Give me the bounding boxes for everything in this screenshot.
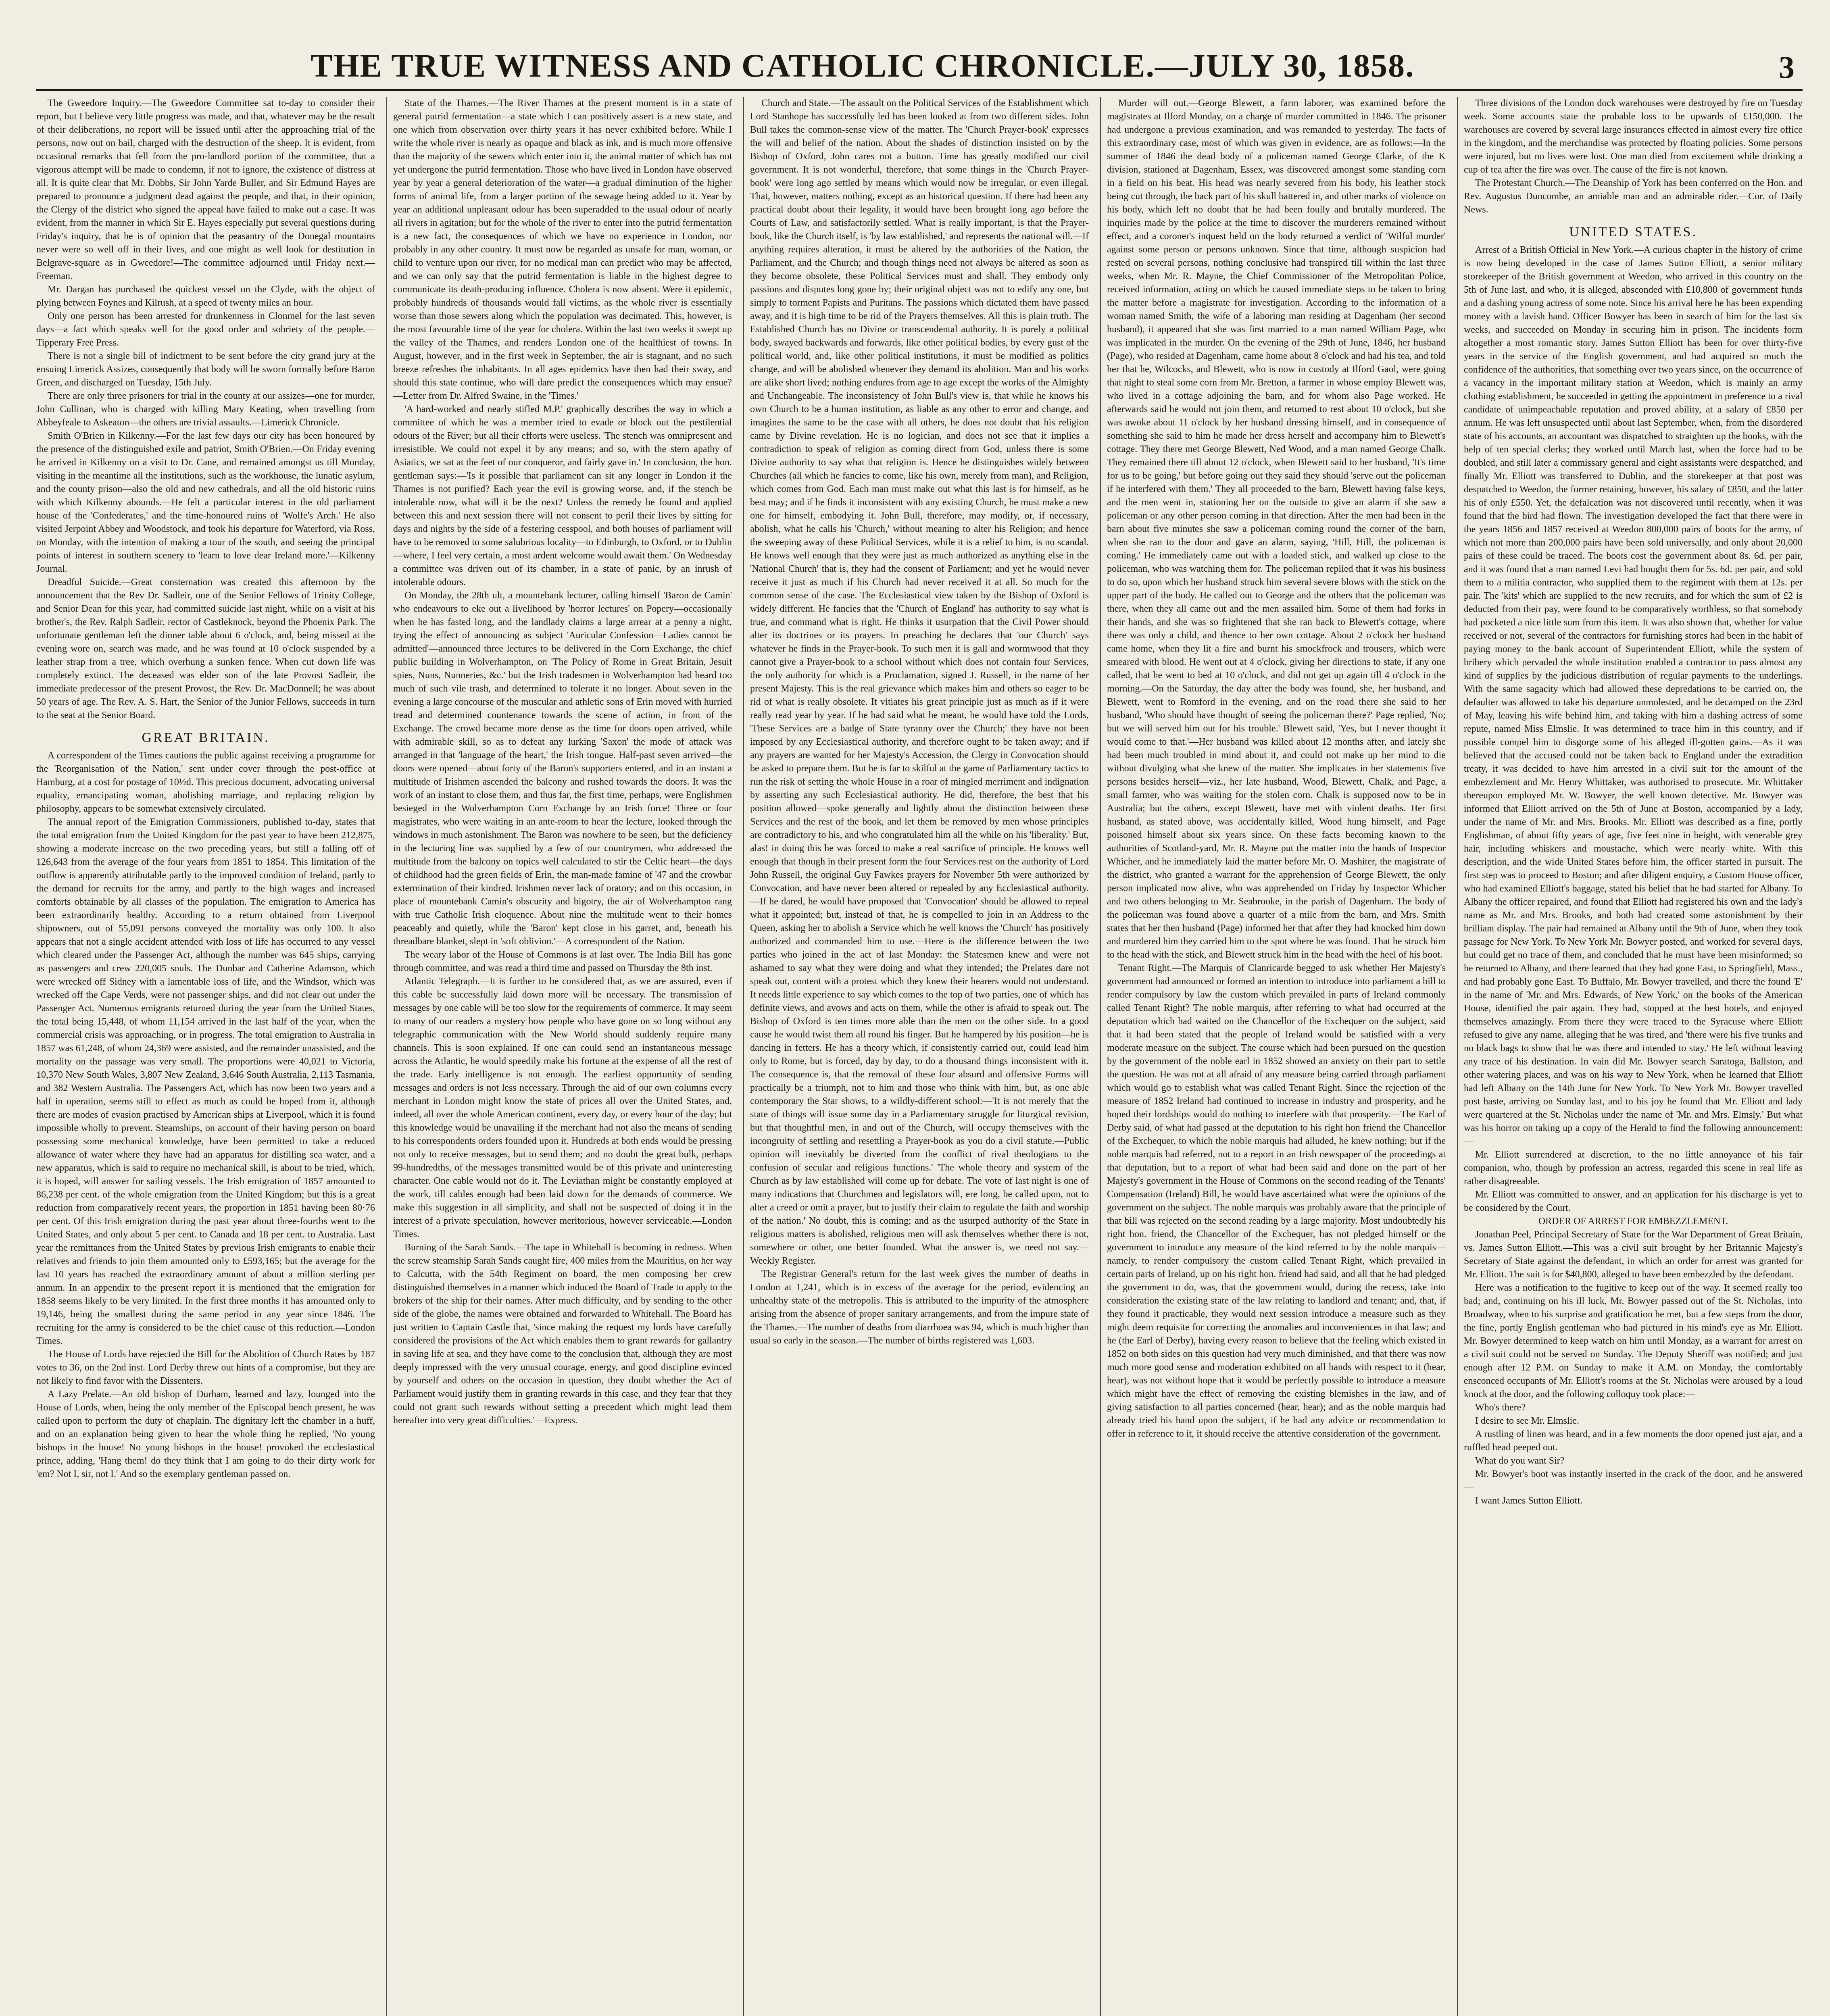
column-1 [36, 97, 375, 2016]
column-4 [1107, 97, 1446, 2016]
article-paragraph: Mr. Elliott surrendered at discretion, to the no little annoyance of his fair companion, who, though by profession an actress, regarded this scene in real life as rather disagreeable. [1464, 1150, 1803, 1187]
article-paragraph: There are only three prisoners for trial in the county at our assizes—one for murder, John Cullinan, who is charged with killing Mary Keating, when travelling from Abbeyfeale to Askeaton—the others are trivial assaults.—Limerick Chronicle. [36, 391, 375, 428]
column-rule [386, 97, 387, 2016]
article-paragraph: Atlantic Telegraph.—It is further to be considered that, as we are assured, even if this cable be successfully laid down more will be necessary. The transmission of messages by one cable will be too slow for the requirements of commerce. It may seem to many of our readers a mystery how people who have gone on so long without any telegraphic communication with the New World should suddenly require many channels. This is soon explained. If one can could send an instantaneous message across the Atlantic, he would speedily make his fortune at the expense of all the rest of the trade. Early intelligence is not enough. The earliest opportunity of sending messages and orders is not less necessary. Through the aid of our own columns every merchant in London might know the state of prices all over the United States, and, indeed, all over the whole American continent, every day, or every hour of the day; but this knowledge would be unavailing if the merchant had not also the means of sending to his correspondents orders founded upon it. Hundreds at both ends would be pressing not only to receive messages, but to send them; and no doubt the great bulk, perhaps 99-hundredths, of the messages transmitted would be of this private and uninteresting character. One cable would not do it. The Leviathan might be constantly employed at the work, till cables enough had been laid down for the demands of commerce. We make this suggestion in all simplicity, and shall not be suspected of doing it in the interest of a private speculation, however meritorious, however serviceable.—London Times. [393, 976, 732, 1239]
column-rule [743, 97, 744, 2016]
article-paragraph: Arrest of a British Official in New York.—A curious chapter in the history of crime is now being developed in the case of James Sutton Elliott, a senior military storekeeper of the British government at Weedon, who arrived in this country on the 5th of June last, and who, it is alleged, absconded with £10,800 of government funds and a dashing young actress of some note. Since his arrival here he has been expending money with a lavish hand. Officer Bowyer has been in search of him for the last six weeks, and succeeded on Monday in securing him in prison. The incidents form altogether a most romantic story. James Sutton Elliott has been for over thirty-five years in the service of the English government, and had acquired so much the confidence of the authorities, that something over two years since, on the occurrence of a vacancy in the important military station at Weedon, which is mainly an army clothing establishment, he succeeded in getting the appointment in preference to a rival candidate of unimpeachable reputation and proved ability, at a salary of £850 per annum. He was left unsuspected until about last September, when, from the disordered state of his accounts, an accountant was dispatched to straighten up the books, with the help of ten special clerks; they worked until March last, when the force had to be doubled, and still later a commissary general and eight assistants were despatched, and finally Mr. Elliott was transferred to Dublin, and the storekeeper at that post was despatched to Weedon, the former retaining, however, his salary of £850, and the latter his of only £550. Yet, the defalcation was not discovered until recently, when it was found that the bird had flown. The investigation developed the fact that there were in the years 1856 and 1857 received at Weedon 800,000 pairs of boots for the army, of which not more than 200,000 pairs have been sold universally, and only about 20,000 pairs of these could be traced. The boots cost the government about 8s. 6d. per pair, and it was found that a man named Levi had bought them for 5s. 6d. per pair, and sold them to a militia contractor, who supplied them to the regiment with them at 12s. per pair. The 'kits' which are supplied to the new recruits, and for which the sum of £2 is deducted from their pay, were found to be comparatively worthless, so that somebody had pocketed a nice little sum from this item. It was also shown that, whether for value received or not, several of the contractors for furnishing stores had been in the habit of paying money to the bank account of Superintendent Elliott, while the system of bribery which pervaded the whole institution enabled a contractor to pass almost any kind of supplies by the judicious distribution of regular payments to the underlings. With the same sagacity which had allowed these depredations to be carried on, the defaulter was allowed to take his departure unmolested, and he decamped on the 23rd of May, leaving his wife behind him, and taking with him a dashing actress of some repute, named Miss Elmslie. It was determined to trace him in this country, and if possible compel him to disgorge some of his alleged ill-gotten gains.—As it was believed that the accused could not be taken back to England under the extradition treaty, it was decided to have him arrested in a civil suit for the amount of the embezzlement and Mr. Henry Whittaker, was authorised to prosecute. Mr. Whittaker thereupon employed Mr. W. Bowyer, the well known detective. Mr. Bowyer was informed that Elliott arrived on the 5th of June at Boston, accompanied by a lady, under the name of Mr. and Mrs. Brooks. Mr. Elliott was described as a fine, portly Englishman, of about fifty years of age, five feet nine in height, with venerable grey hair, including whiskers and moustache, which were nearly white. With this description, and the wide United States before him, the officer started in pursuit. The first step was to proceed to Boston; and after diligent enquiry, a Custom House officer, who had examined Elliott's baggage, stated his belief that he had started for Albany. To Albany the officer repaired, and found that Elliott had registered his own and the lady's name as Mr. and Mrs. Brooks, and both had created some astonishment by their brilliant display. The pair had remained at Albany until the 9th of June, when they took passage for New York. To New York Mr. Bowyer posted, and worked for several days, but could get no trace of them, and concluded that he must have been misinformed; so he returned to Albany, and there learned that they had gone East, to Springfield, Mass., and had probably gone East. To Buffalo, Mr. Bowyer travelled, and there the found 'E' in the name of 'Mr. and Mrs. Edwards, of New York,' on the books of the American House, identified the pair again. They had, stopped at the best hotels, and enjoyed themselves amazingly. From there they were traced to the Syracuse where Elliott refused to give any name, alleging that he was tired, and 'there were his five trunks and no black bags to show that he was there and intended to stay.' He left without leaving any trace of his destination. In vain did Mr. Bowyer search Saratoga, Ballston, and other watering places, and was on his way to New York, when he learned that Elliott had left Albany on the 14th June for New York. To New York Mr. Bowyer travelled post haste, arriving on Sunday last, and to his joy he found that Mr. Elliott and lady were quartered at the St. Nicholas under the name of 'Mr. and Mrs. Elmsly.' But what was his horror on taking up a copy of the Herald to find the following announcement:— [1464, 245, 1803, 1147]
article-paragraph: Who's there? [1475, 1402, 1526, 1413]
article-paragraph: A rustling of linen was heard, and in a few moments the door opened just ajar, and a ruffled head peeped out. [1464, 1429, 1803, 1453]
article-paragraph: Mr. Dargan has purchased the quickest vessel on the Clyde, with the object of plying between Foynes and Kilrush, at a speed of twenty miles an hour. [36, 284, 375, 308]
article-paragraph: Dreadful Suicide.—Great consternation was created this afternoon by the announcement that the Rev Dr. Sadleir, one of the Senior Fellows of Trinity College, and Senior Dean for this year, had committed suicide last night, while on a visit at his brother's, the Rev. Ralph Sadleir, rector of Castleknock, beyond the Phoenix Park. The unfortunate gentleman left the dinner table about 6 o'clock, and, being missed at the evening wore on, search was made, and he was found at 10 o'clock suspended by a leather strap from a tree, which overhung a sunken fence. When cut down life was completely extinct. The deceased was elder son of the late Provost Sadleir, the immediate predecessor of the present Provost, the Rev. Dr. MacDonnell; he was about 50 years of age. The Rev. A. S. Hart, the Senior of the Junior Fellows, succeeds in turn to the seat at the Senior Board. [36, 577, 375, 721]
article-paragraph: I want James Sutton Elliott. [1475, 1495, 1582, 1506]
page-number: 3 [1779, 50, 1795, 85]
subheading: ORDER OF ARREST FOR EMBEZZLEMENT. [1538, 1216, 1728, 1227]
article-paragraph: A correspondent of the Times cautions the public against receiving a programme for the 'Reorganisation of the Nation,' sent under cover through the post-office at Hamburg, at a cost for postage of 10½d. This precious document, advocating universal equality, emancipating woman, abolishing marriage, and replacing religion by philosophy, appears to be somewhat extensively circulated. [36, 750, 375, 814]
article-paragraph: The Gweedore Inquiry.—The Gweedore Committee sat to-day to consider their report, but I believe very little progress was made, and that, whatever may be the result of their deliberations, no report will be issued until after the approaching trial of the persons, now out on bail, charged with the destruction of the sheep. It is evident, from occasional remarks that fell from the pro-landlord portion of the committee, that a vigorous attempt will be made to condemn, if not to ignore, the existence of distress at all. It is quite clear that Mr. Dobbs, Sir John Yarde Buller, and Sir Edmund Hayes are prepared to pronounce a judgment dead against the people, and that, in their opinion, the Clergy of the district who signed the appeal have failed to make out a case. It was evident, from the manner in which Sir E. Hayes especially put several questions during Friday's inquiry, that he is of opinion that the peasantry of the Donegal mountains never were so well off in their lives, and one might as well look for destitution in Belgrave-square as in Gweedore!—The committee adjourned until Friday next.—Freeman. [36, 98, 375, 281]
article-paragraph: Jonathan Peel, Principal Secretary of State for the War Department of Great Britain, vs. James Sutton Elliott.—This was a civil suit brought by her Britannic Majesty's Secretary of State against the defendant, in which an order for arrest was granted for Mr. Elliott. The suit is for $40,800, alleged to have been embezzled by the defendant. [1464, 1229, 1803, 1280]
article-paragraph: A Lazy Prelate.—An old bishop of Durham, learned and lazy, lounged into the House of Lords, when, being the only member of the Episcopal bench present, he was called upon to perform the duty of chaplain. The dignitary left the chamber in a huff, and on an explanation being given to hear the whole thing he replied, 'No young bishops in the house! No young bishops in the house! provoked the ecclesiastical prince, adding, 'Hang them! do they think that I am going to do their dirty work for 'em? Not I, sir, not I.' And so the exemplary gentleman passed on. [36, 1389, 375, 1479]
newspaper-title: THE TRUE WITNESS AND CATHOLIC CHRONICLE.—JULY 30, 1858. [311, 47, 1415, 84]
article-paragraph: Church and State.—The assault on the Political Services of the Establishment which Lord Stanhope has successfully led has been looked at from two different sides. John Bull takes the common-sense view of the matter. The 'Church Prayer-book' expresses the will and belief of the nation. About the shades of distinction insisted on by the Bishop of Oxford, John cares not a button. Time has greatly modified our civil government. It is not wonderful, therefore, that some things in the 'Church Prayer-book' were long ago settled by means which would now be irregular, or even illegal. That, however, matters nothing, except as an historical question. If there had been any practical doubt about their legality, it would have been brought long ago before the Courts of Law, and satisfactorily settled. What is really important, is that the Prayer-book, like the Church itself, is 'by law established,' and represents the national will.—If anything requires alteration, it must be altered by the authorities of the Nation, the Parliament, and the Church; and though things need not always be altered as soon as they become obsolete, these Political Services must and shall. They embody only passions and disputes long gone by; their original object was not to edify any one, but simply to torment Papists and Puritans. The passions which dictated them have passed away, and it is high time to be rid of the Prayers themselves. All this is plain truth. The Established Church has no Divine or transcendental authority. It is purely a political body, swayed backwards and forwards, like other political bodies, by every gust of the political world, and, like other political institutions, it must be modified as politics change, and will be abolished whenever they demand its abolition. Man and his works are alike short lived; nothing endures from age to age except the works of the Almighty and Unchangeable. The inconsistency of John Bull's view is, that while he knows his own Church to be a human institution, as liable as any other to error and change, and imagines the same to be the case with all others, he does not doubt that his religion came by Divine revelation. He is no logician, and does not see that it implies a contradiction to speak of religion as coming direct from God, unless there is some Divine authority to say what that religion is. Hence he distinguishes widely between Churches (all which he fancies to come, like his own, merely from man), and Religion, which comes from God. Each man must make out what this last is for himself, as he best may; and if he finds it inconsistent with any existing Church, he must make a new one for himself, embodying it. John Bull, therefore, may modify, or, if necessary, abolish, what he calls his 'Church,' without meaning to alter his Religion; and hence the sweeping away of these Political Services, while it is a relief to him, is no scandal. He knows well enough that they were just as much authorized as anything else in the 'National Church' that is, they had the consent of Parliament; and yet he would never receive it just as much if his Church had never received it at all. So much for the common sense of the case. The Ecclesiastical view taken by the Bishop of Oxford is widely different. He fancies that the 'Church of England' has authority to say what is true, and command what is right. He thinks it usurpation that the Civil Power should alter its doctrines or its prayers. In preaching he declares that 'our Church' says whatever he finds in the Prayer-book. To such men it is gall and wormwood that they cannot give a Prayer-book to a school without which does not contain four Services, the only authority for which is a Proclamation, signed J. Russell, in the name of her present Majesty. This is the real grievance which makes him and others so eager to be rid of what is really obsolete. It vitiates his great principle just as much as if it were really read year by year. If he had said what he meant, he would have told the Lords, 'These Services are a badge of State tyranny over the Church;' they have not been imposed by any Ecclesiastical authority, and therefore ought to be taken away; and if any prayers are wanted for her Majesty's Accession, the Clergy in Convocation should be asked to prepare them. But he is far to skilful at the game of Parliamentary tactics to run the risk of setting the whole House in a roar of mingled merriment and indignation by asserting any such Ecclesiastical authority. He did, therefore, the best that his position allowed—spoke generally and lightly about the distinction between these Services and the rest of the book, and let them be removed by men whose principles are contradictory to his, and who congratulated him all the while on his 'liberality.' But, alas! in doing this he was forced to make a real sacrifice of principle. He knows well enough that though in their present form the four Services rest on the authority of Lord John Russell, the original Guy Fawkes prayers for November 5th were authorized by Convocation, and have never been altered or repealed by any Ecclesiastical authority.—If he dared, he would have proposed that 'Convocation' should be allowed to repeal what it appointed; but, instead of that, he is compelled to join in an Address to the Queen, asking her to abolish a Service which he well knows the 'Church' has positively authorized and commanded him to use.—Here is the difference between the two parties who joined in the act of last Monday: the Statesmen knew and were not ashamed to say what they were doing and what they intended; the Prelates dare not speak out, content with a protest which they knew their hearers would not understand. It needs little experience to say which comes to the top of two parties, one of which has definite views, and avows and acts on them, while the other is afraid to speak out. The Bishop of Oxford is ten times more able than the men on the other side. In a good cause he would twist them all round his finger. But he hampered by his position—he is dancing in fetters. He has a theory which, if consistently carried out, could lead him only to Rome, but is forced, day by day, to do a thousand things inconsistent with it. The consequence is, that the removal of these four absurd and offensive Forms will practically be a triumph, not to him and those who think with him, but, as one able contemporary the Star shows, to a wildly-different school:—'It is not merely that the state of things will issue some day in a Parliamentary struggle for liturgical revision, but that thoughtful men, in and out of the Church, will occupy themselves with the incongruity of settling and resettling a Prayer-book as you do a civil statute.—Public opinion will inevitably be diverted from the conflict of rival theologians to the confusion of secular and religious functions.' 'The whole theory and system of the Church as by law established will come up for debate. The vote of last night is one of many indications that Churchmen and legislators will, ere long, be called upon, not to alter a creed or omit a prayer, but to justify their claim to regulate the faith and worship of the nation.' No doubt, this is coming; and as the usurped authority of the State in religious matters is abolished, religious men will ask themselves whether there is not, somewhere or other, one better founded. What the answer is, we need not say.—Weekly Register. [750, 98, 1089, 1266]
article-paragraph: Burning of the Sarah Sands.—The tape in Whitehall is becoming in redness. When the screw steamship Sarah Sands caught fire, 400 miles from the Mauritius, on her way to Calcutta, with the 54th Regiment on board, the men composing her crew distinguished themselves in a manner which induced the Board of Trade to apply to the brokers of the ship for their names. After much difficulty, and by sending to the other side of the globe, the names were obtained and forwarded to Whitehall. The Board has just written to Captain Castle that, 'since making the request my lords have carefully considered the provisions of the Act which enables them to grant rewards for gallantry in saving life at sea, and they have come to the conclusion that, although they are most deeply impressed with the very unusual courage, energy, and good discipline evinced by yourself and others on the occasion in question, they doubt whether the Act of Parliament would justify them in granting rewards in this case, and they fear that they could not grant such rewards without setting a precedent which might lead them hereafter into very great difficulties.'—Express. [393, 1242, 732, 1426]
article-paragraph: Mr. Elliott was committed to answer, and an application for his discharge is yet to be considered by the Court. [1464, 1189, 1803, 1213]
section-heading: UNITED STATES. [1569, 225, 1697, 240]
article-paragraph: Murder will out.—George Blewett, a farm laborer, was examined before the magistrates at Ilford Monday, on a charge of murder committed in 1846. The prisoner had undergone a previous examination, and was remanded to yesterday. The facts of this extraordinary case, most of which was given in evidence, are as follows:—In the summer of 1846 the dead body of a policeman named George Clarke, of the K division, stationed at Dagenham, Essex, was discovered amongst some standing corn in a field on his beat. His head was nearly severed from his body, his leather stock being cut through, the back part of his skull battered in, and other marks of violence on his body, which left no doubt that he had been foully and brutally murdered. The inquiries made by the police at the time to discover the murderers remained without effect, and a coroner's inquest held on the body returned a verdict of 'Wilful murder' against some person or persons unknown. Since that time, although suspicion had rested on several persons, nothing conclusive had transpired till within the last three weeks, when Mr. R. Mayne, the Chief Commissioner of the Metropolitan Police, received information, acting on which he caused immediate steps to be taken to bring the matter before a magistrate for investigation. According to the information of a woman named Smith, the wife of a laboring man residing at Dagenham (her second husband), it appeared that she was first married to a man named William Page, who was implicated in the murder. On the evening of the 29th of June, 1846, her husband (Page), who resided at Dagenham, came home about 8 o'clock and had his tea, and told her that he, Wilcocks, and Blewett, who is now in custody at Ilford Gaol, were going that night to steal some corn from Mr. Bretton, a farmer in whose employ Blewett was, who lived in a cottage adjoining the barn, and for whom also Page worked. He afterwards said he would not join them, and returned to rest about 10 o'clock, but she was awoke about 11 o'clock by her husband dressing himself, and in consequence of something she said to him he made her dress herself and accompany him to Blewett's cottage. They there met George Blewett, Ned Wood, and a man named George Chalk. They remained there till about 12 o'clock, when Blewett said to her husband, 'It's time for us to be going,' but before going out they said they should 'serve out the policeman if he interfered with them.' They all proceeded to the barn, Blewett having false keys, and the men went in, stationing her on the outside to give an alarm if she saw a policeman or any other person coming in that direction. After the men had been in the barn about five minutes she saw a policeman coming round the corner of the barn, when she ran to the door and gave an alarm, saying, 'Hill, Hill, the policeman is coming.' He immediately came out with a loaded stick, and walked up close to the policeman, who was watching them for. The policeman replied that it was his business to do so, upon which her husband struck him several severe blows with the stick on the upper part of the body. He called out to George and the others that the policeman was there, when they all came out and the men assailed him. Some of them had forks in their hands, and she was so frightened that she ran back to Blewett's cottage, where there was only a child, and thence to her own cottage. About 2 o'clock her husband came home, when they lit a fire and burnt his smockfrock and trousers, which were smeared with blood. He went out at 4 o'clock, giving her directions to state, if any one called, that he went to bed at 10 o'clock, and did not get up again till 4 o'clock in the morning.—On the Saturday, the day after the body was found, she, her husband, and Blewett, went to Romford in the evening, and on the road there she said to her husband, 'Who should have thought of seeing the policeman there?' Page replied, 'No; but we will served him out for his trouble.' Blewett said, 'Yes, but I never thought it would come to that.'—Her husband was killed about 12 months after, and lately she had been much troubled in mind about it, and could not make up her mind to die without divulging what she knew of the matter. She implicates in her statements five persons besides herself—viz., her late husband, Wood, Blewett, Chalk, and Page, a small farmer, who was waiting for the stolen corn. Chalk is supposed now to be in Australia; but the others, except Blewett, have met with violent deaths. Her first husband, as stated above, was accidentally killed, Wood hung himself, and Page poisoned himself about six years since. On these facts becoming known to the authorities of Scotland-yard, Mr. R. Mayne put the matter into the hands of Inspector Whicher, and he immediately laid the matter before Mr. O. Mashiter, the magistrate of the district, who granted a warrant for the apprehension of George Blewett, the only person implicated now alive, who was apprehended on Friday by Inspector Whicher and two others belonging to Mr. Seabrooke, in the parish of Dagenham. The body of the policeman was found above a quarter of a mile from the barn, and Mrs. Smith states that her then husband (Page) informed her that after they had knocked him down and murdered him they carried him to the spot where he was found. That he struck him to the head with the stick, and Blewett struck him in the head with the heel of his boot. [1107, 98, 1446, 960]
section-heading: GREAT BRITAIN. [142, 730, 270, 745]
article-paragraph: Smith O'Brien in Kilkenny.—For the last few days our city has been honoured by the presence of the distinguished exile and patriot, Smith O'Brien.—On Friday evening he arrived in Kilkenny on a visit to Dr. Cane, and remained amongst us till Monday, visiting in the meantime all the institutions, such as the workhouse, the lunatic asylum, and the county prison—also the old and new cathedrals, and all the old historic ruins with which Kilkenny abounds.—He felt a particular interest in the old parliament house of the 'Confederates,' and the time-honoured ruins of 'Wolfe's Arch.' He also visited Jerpoint Abbey and Woodstock, and took his departure for Waterford, via Ross, on Monday, with the intention of making a tour of the south, and seeing the principal points of interest in southern scenery to 'learn to love dear Ireland more.'—Kilkenny Journal. [36, 431, 375, 574]
article-paragraph: Here was a notification to the fugitive to keep out of the way. It seemed really too bad; and, continuing on his ill luck, Mr. Bowyer passed out of the St. Nicholas, into Broadway, when to his surprise and gratification he met, but a few steps from the door, the fine, portly English gentleman who had pictured in his mind's eye as Mr. Elliott. Mr. Bowyer determined to keep watch on him until Monday, as a warrant for arrest on a civil suit could not be served on Sunday. The Deputy Sheriff was notified; and just enough after 12 P.M. on Sunday to make it A.M. on Monday, the comfortably ensconced occupants of Mr. Elliott's rooms at the St. Nicholas were aroused by a loud knock at the door, and the following colloquy took place:— [1464, 1283, 1803, 1400]
article-paragraph: The weary labor of the House of Commons is at last over. The India Bill has gone through committee, and was read a third time and passed on Thursday the 8th inst. [393, 950, 732, 973]
column-3 [750, 97, 1089, 2016]
article-paragraph: There is not a single bill of indictment to be sent before the city grand jury at the ensuing Limerick Assizes, consequently that body will be sworn formally before Baron Green, and discharged on Tuesday, 15th July. [36, 351, 375, 388]
article-paragraph: Only one person has been arrested for drunkenness in Clonmel for the last seven days—a fact which speaks well for the good order and sobriety of the people.—Tipperary Free Press. [36, 311, 375, 348]
article-columns [36, 97, 1803, 2016]
masthead [36, 44, 1803, 91]
article-paragraph: The Registrar General's return for the last week gives the number of deaths in London at 1,241, which is in excess of the average for the period, evidencing an unhealthy state of the metropolis. This is attributed to the impurity of the atmosphere arising from the absence of proper sanitary arrangements, and from the impure state of the Thames.—The number of deaths from diarrhoea was 94, which is much higher than usual so early in the season.—The number of births registered was 1,603. [750, 1269, 1089, 1346]
column-5 [1464, 97, 1803, 2016]
article-paragraph: Tenant Right.—The Marquis of Clanricarde begged to ask whether Her Majesty's government had announced or formed an intention to introduce into parliament a bill to render compulsory by law the custom which prevailed in parts of Ireland commonly called Tenant Right? The noble marquis, after referring to what had occurred at the deputation which had waited on the Chancellor of the Exchequer on the subject, said that it had been stated that the people of Ireland would be satisfied with a very moderate measure on the subject. The course which had been pursued on the question by the government of the noble earl in 1852 showed an anxiety on their part to settle the question. He was not at all afraid of any measure being carried through parliament which would go to establish what was called Tenant Right. Since the rejection of the measure of 1852 Ireland had continued to increase in industry and prosperity, and he hoped their lordships would do nothing to interfere with that prosperity.—The Earl of Derby said, of what had passed at the deputation to his right hon friend the Chancellor of the Exchequer, to which the noble marquis had alluded, he knew nothing; but if the noble marquis had referred, not to a report in an Irish newspaper of the proceedings at that deputation, but to a report of what had been said and done on the part of her Majesty's government in the House of Commons on the second reading of the Tenants' Compensation (Ireland) Bill, he would have ascertained what were the opinions of the government on the subject. The noble marquis was probably aware that the principle of that bill was rejected on the second reading by a large majority. Most undoubtedly his right hon. friend, the Chancellor of the Exchequer, has not pledged himself or the government to introduce any measure of the kind referred to by the noble marquis—namely, to render compulsory the custom called Tenant Right, which prevailed in certain parts of Ireland, up on his right hon. friend had said, and all that he had pledged the government to do, was, that the government would, during the recess, take into consideration the existing state of the law relating to landlord and tenant; and, that, if they found it practicable, they would next session introduce a measure such as they might deem requisite for correcting the anomalies and inconveniences in that law; and he (the Earl of Derby), having every reason to believe that the feeling which existed in 1852 on both sides on this question had very much diminished, and that there was now much more good sense and moderation exhibited on all hands with respect to it (hear, hear), was not without hope that it would be perfectly possible to introduce a measure which might have the effect of removing the existing blemishes in the law, and of giving satisfaction to all parties concerned (hear, hear); and as the noble marquis had already tried his hand upon the subject, if he had any advice or recommendation to offer in reference to it, it should receive the attentive consideration of the government. [1107, 963, 1446, 1439]
article-paragraph: What do you want Sir? [1475, 1456, 1565, 1466]
article-paragraph: Three divisions of the London dock warehouses were destroyed by fire on Tuesday week. Some accounts state the probable loss to be upwards of £150,000. The warehouses are covered by several large insurances effected in almost every fire office in the kingdom, and the merchandise was protected by floating policies. Some persons were injured, but no lives were lost. One man died from excitement while drinking a cup of tea after the fire was over. The cause of the fire is not known. [1464, 98, 1803, 175]
article-paragraph: On Monday, the 28th ult, a mountebank lecturer, calling himself 'Baron de Camin' who endeavours to eke out a livelihood by 'horror lectures' on Popery—occasionally when he has fasted long, and the landlady claims a large arrear at a penny a night, trying the effect of announcing as subject 'Auricular Confession—Ladies cannot be admitted'—announced three lectures to be delivered in the Corn Exchange, the chief public building in Wolverhampton, on 'The Policy of Rome in Great Britain, Jesuit spies, Nuns, Nunneries, &c.' but the Irish tradesmen in Wolverhampton had heard too much of such vile trash, and determined to tolerate it no longer. About seven in the evening a large concourse of the muscular and athletic sons of Erin moved with hurried tread and determined countenance towards the scene of action, in front of the Exchange. The crowd became more dense as the time for doors open arrived, while with admirable skill, so as to defeat any lurking 'Saxon' the mode of attack was arranged in that 'language of the heart,' the Irish tongue. Half-past seven arrived—the doors were opened—about forty of the Baron's supporters entered, and in an instant a multitude of Irishmen ascended the balcony and rushed towards the doors. It was the work of an instant to close them, and thus far, the first time, perhaps, were Englishmen besieged in the Wolverhampton Corn Exchange by an Irish force! Three or four magistrates, who were waiting in an ante-room to hear the lecture, looked through the windows in much astonishment. The Baron was nowhere to be seen, but the deficiency in the lecturing line was supplied by a few of our countrymen, who addressed the multitude from the balcony on topics well calculated to stir the Celtic heart—the days of childhood had the green fields of Erin, the man-made famine of '47 and the crowbar extermination of their kindred. Irishmen never lack of oratory; and on this occasion, in place of mountebank Camin's obscurity and bigotry, the air of Wolverhampton rang with true Catholic Irish eloquence. About nine the multitude went to their homes peaceably and quietly, while the 'Baron' kept close in his garret, and, beneath his threadbare blanket, slept in 'soft oblivion.'—A correspondent of the Nation. [393, 590, 732, 947]
article-paragraph: Mr. Bowyer's boot was instantly inserted in the crack of the door, and he answered— [1464, 1469, 1803, 1493]
article-paragraph: State of the Thames.—The River Thames at the present moment is in a state of general putrid fermentation—a state which I can positively assert is a new state, and one which from observation over thirty years it has never exhibited before. While I write the whole river is nearly as opaque and black as ink, and is much more offensive than the majority of the sewers which enter into it, the animal matter of which has not yet undergone the putrid fermentation. Those who have lived in London have observed year by year a general deterioration of the water—a gradual diminution of the higher forms of animal life, from a larger portion of the sewage being added to it. Year by year an additional unpleasant odour has been superadded to the usual odour of nearly all rivers in agitation; but for the whole of the river to enter into the putrid fermentation is a new fact, the consequences of which we have no experience in London, nor probably in any other country. It must now be regarded as unsafe for man, woman, or child to venture upon our river, for no medical man can predict who may be affected, and we can only say that the putrid fermentation is liable in the highest degree to communicate its death-producing influence. Cholera is now absent. Were it epidemic, probably hundreds of thousands would fall victims, as the whole river is essentially worse than those sewers along which the population was decimated. This, however, is the most favourable time of the year for cholera. Within the last two weeks it swept up the valley of the Thames, and renders London one of the healthiest of towns. In August, however, and in the first week in September, the air is stagnant, and no such breeze refreshes the inhabitants. In all ages epidemics have then had their sway, and should this state continue, who will dare predict the consequences which may ensue?—Letter from Dr. Alfred Swaine, in the 'Times.' [393, 98, 732, 401]
column-2 [393, 97, 732, 2016]
column-rule [1100, 97, 1101, 2016]
article-paragraph: The House of Lords have rejected the Bill for the Abolition of Church Rates by 187 votes to 36, on the 2nd inst. Lord Derby threw out hints of a compromise, but they are not likely to find favor with the Dissenters. [36, 1349, 375, 1386]
article-paragraph: The annual report of the Emigration Commissioners, published to-day, states that the total emigration from the United Kingdom for the past year to have been 212,875, showing a moderate increase on the two preceding years, but still a falling off of 126,643 from the average of the four years from 1851 to 1854. This limitation of the outflow is apparently attributable partly to the improved condition of Ireland, partly to the demand for recruits for the army, and partly to the high wages and increased comforts obtainable by all classes of the population. The emigration to America has been extraordinarily healthy. According to a return obtained from Liverpool shipowners, out of 55,091 persons conveyed the mortality was only 100. It also appears that not a single accident attended with loss of life has occurred to any vessel which cleared under the Passenger Act, although the number was 645 ships, carrying as passengers and crew 220,005 souls. The Dunbar and Catherine Adamson, which were wrecked off Sidney with a lamentable loss of life, and the Windsor, which was wrecked off the Cape Verds, were not passenger ships, and did not clear out under the Passenger Act. Numerous emigrants returned during the year from the United States, the total being 15,448, of whom 11,154 arrived in the last half of the year, when the commercial crisis was approaching, or in progress. The total emigration to Australia in 1857 was 61,248, of whom 24,369 were assisted, and the remainder unassisted, and the mortality on the passage was very small. The proportions were 40,021 to Victoria, 10,370 New South Wales, 3,807 New Zealand, 3,646 South Australia, 2,113 Tasmania, and 382 Western Australia. The Passengers Act, which has now been two years and a half in operation, seems still to effect as much as could be hoped from it, although there are modes of evasion practised by American ships at Liverpool, which it is found impossible wholly to prevent. Steamships, on account of their having person on board possessing some mechanical knowledge, have been permitted to take a reduced allowance of water where they have had an apparatus for distilling sea water, and a new apparatus, which is said to require no mechanical skill, is about to be tried, which, it is hoped, will answer for sailing vessels. The Irish emigration of 1857 amounted to 86,238 per cent. of the whole emigration from the United Kingdom; but this is a great reduction from comparatively recent years, the proportion in 1851 having been 80·76 per cent. Of this Irish emigration during the past year about three-fourths went to the United States, and only about 5 per cent. to Canada and 18 per cent. to Australia. Last year the remittances from the United States by previous Irish emigrants to enable their relatives and friends to join them amounted only to £593,165; but the average for the last 10 years has reached the extraordinary amount of about a million sterling per annum. In an appendix to the present report it is mentioned that the emigration for 1858 seems likely to be very limited. In the first three months it has amounted only to 19,146, being the smallest during the same period in any year since 1846. The recruiting for the army is considered to be the chief cause of this reduction.—London Times. [36, 817, 375, 1346]
article-paragraph: The Protestant Church.—The Deanship of York has been conferred on the Hon. and Rev. Augustus Duncombe, an amiable man and an admirable rider.—Cor. of Daily News. [1464, 178, 1803, 215]
article-paragraph: I desire to see Mr. Elmslie. [1475, 1416, 1579, 1426]
article-paragraph: 'A hard-worked and nearly stifled M.P.' graphically describes the way in which a committee of which he was a member tried to evade or block out the pestilential odours of the River; but all their efforts were useless. 'The stench was omnipresent and irresistible. We could not expel it by any means; and so, with the stern apathy of Asiatics, we sat at the feet of our conqueror, and fairly gave in.' In conclusion, the hon. gentleman says:—'Is it possible that parliament can sit any longer in London if the Thames is not purified? Each year the evil is growing worse, and, if the stench be intolerable now, what will it be the next? Unless the remedy be found and applied between this and next session there will not consent to peril their lives by sitting for days and nights by the side of a festering cesspool, and both houses of parliament will have to be removed to some salubrious locality—to Edinburgh, to Oxford, or to Dublin—where, I feel very certain, a most ardent welcome would await them.' On Wednesday a committee was driven out of its chamber, in a state of panic, by an inrush of intolerable odours. [393, 404, 732, 587]
column-rule [1457, 97, 1458, 2016]
